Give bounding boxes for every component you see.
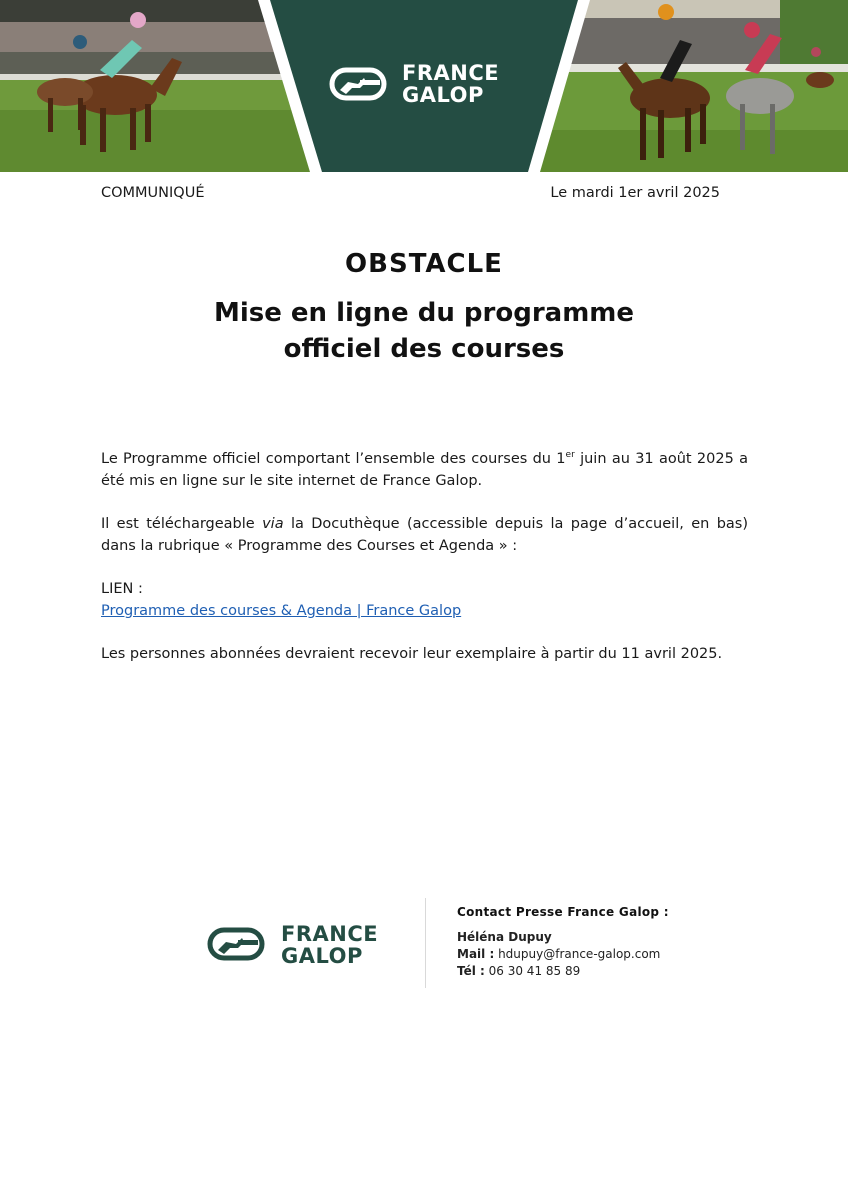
title-line-1: Mise en ligne du programme [213,298,635,328]
contact-name: Héléna Dupuy [457,930,552,944]
page-title [0,295,848,367]
press-contact-title: Contact Presse France Galop : [457,905,669,919]
header-banner [0,0,848,172]
programme-agenda-link[interactable]: Programme des courses & Agenda | France Galop [101,603,462,619]
paragraph-download-info: Il est téléchargeable via la Docuthèque (accessible depuis la page d’accueil, en bas) dans la rubrique « Programme des Courses et Agenda » : [101,516,748,554]
footer-france-galop-logo: FRANCE GALOP [203,920,403,970]
paragraph-programme-online: Le Programme officiel comportant l’ensemble des courses du 1er juin au 31 août 2025 a été mis en ligne sur le site internet de France Galop. [101,450,748,489]
link-label: LIEN : [101,581,143,597]
document-type-label: COMMUNIQUÉ [101,185,205,201]
press-contact [457,905,669,980]
paragraph-subscribers: Les personnes abonnées devraient recevoir leur exemplaire à partir du 11 avril 2025. [101,646,723,662]
contact-mail-value[interactable]: hdupuy@france-galop.com [494,947,661,961]
contact-phone: Tél : 06 30 41 85 89 [457,964,581,978]
link-section [101,578,748,622]
contact-mail: Mail : hdupuy@france-galop.com [457,947,661,961]
galop-horse-emblem-icon [326,64,394,104]
title-line-2: officiel des courses [283,334,565,364]
footer-divider [425,898,426,988]
document-date: Le mardi 1er avril 2025 [550,185,720,201]
france-galop-logo: FRANCE GALOP [326,60,521,110]
galop-horse-emblem-icon [203,924,273,964]
title-category: OBSTACLE [345,249,503,279]
